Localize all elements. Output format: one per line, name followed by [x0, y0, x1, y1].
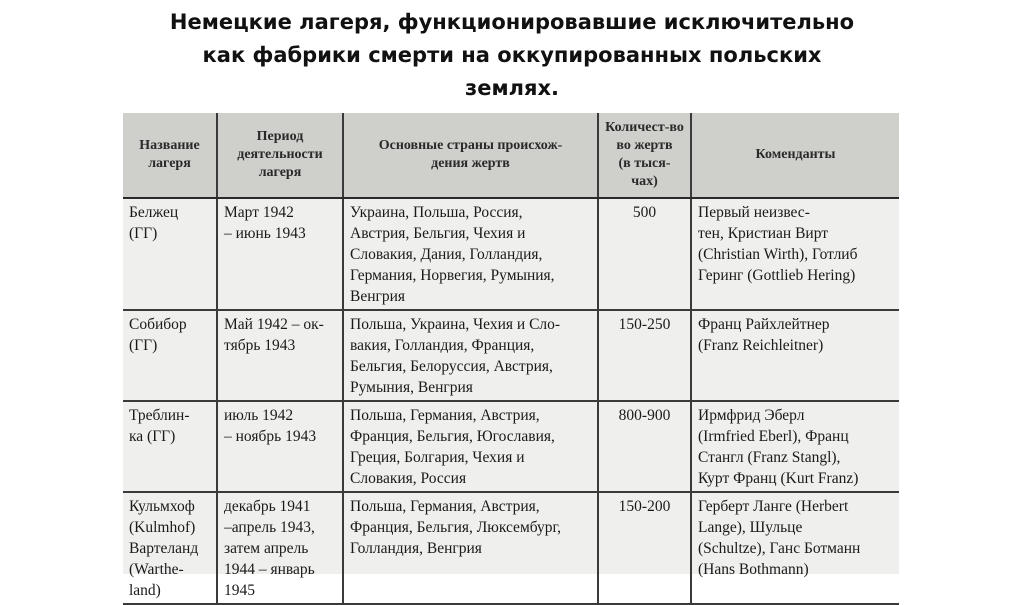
cell-line: Польша, Германия, Австрия, — [350, 407, 540, 424]
header-line: Коменданты — [755, 147, 836, 162]
header-victims — [598, 113, 691, 198]
cell-period — [217, 310, 343, 401]
cell-line: Герберт Ланге (Herbert — [698, 498, 849, 515]
cell-line: Бельгия, Белоруссия, Австрия, — [350, 358, 553, 375]
table-row — [123, 310, 899, 401]
title-line: землях. — [465, 76, 559, 100]
cell-countries — [343, 401, 598, 492]
cell-line: Ирмфрид Эберл — [698, 407, 805, 424]
cell-line: (ГГ) — [129, 337, 158, 354]
cell-camp-name — [123, 492, 217, 604]
cell-line: тябрь 1943 — [224, 337, 296, 354]
cell-line: Германия, Норвегия, Румыния, — [350, 267, 555, 284]
cell-line: (Kulmhof) — [129, 519, 196, 536]
cell-line: (Hans Bothmann) — [698, 561, 809, 578]
header-line: Количест-во — [605, 120, 684, 135]
cell-line: Вартеланд — [129, 540, 199, 557]
cell-line: 1944 – январь — [224, 561, 315, 578]
cell-period — [217, 198, 343, 310]
cell-line: Голландия, Венгрия — [350, 540, 482, 557]
cell-countries — [343, 492, 598, 604]
cell-line: 500 — [632, 204, 657, 221]
cell-line: Белжец — [129, 204, 179, 221]
cell-line: Греция, Болгария, Чехия и — [350, 449, 525, 466]
header-line: (в тыся- — [618, 156, 671, 171]
cell-line: (Warthe- — [129, 561, 184, 578]
cell-line: Словакия, Дания, Голландия, — [350, 246, 543, 263]
cell-line: –апрель 1943, — [224, 519, 315, 536]
cell-line: Польша, Украина, Чехия и Сло- — [350, 316, 561, 333]
cell-line: затем апрель — [224, 540, 309, 557]
cell-line: Франц Райхлейтнер — [698, 316, 830, 333]
camps-table — [123, 113, 899, 605]
cell-line: (ГГ) — [129, 225, 158, 242]
cell-line: Треблин- — [129, 407, 190, 424]
cell-countries — [343, 310, 598, 401]
cell-line: land) — [129, 582, 161, 599]
header-line: Период — [256, 129, 304, 144]
cell-victims — [598, 198, 691, 310]
cell-victims — [598, 401, 691, 492]
cell-line: 150-250 — [618, 316, 671, 333]
header-line: чах) — [631, 174, 658, 189]
cell-line: Венгрия — [350, 288, 406, 305]
cell-line: Курт Франц (Kurt Franz) — [698, 470, 859, 487]
cell-commandants — [691, 310, 899, 401]
table-row — [123, 198, 899, 310]
cell-camp-name — [123, 310, 217, 401]
cell-line: Франция, Бельгия, Югославия, — [350, 428, 555, 445]
cell-line: Австрия, Бельгия, Чехия и — [350, 225, 526, 242]
header-line: Основные страны происхож- — [378, 138, 563, 153]
cell-line: декабрь 1941 — [224, 498, 311, 515]
cell-line: (Schultze), Ганс Ботманн — [698, 540, 861, 557]
cell-line: Франция, Бельгия, Люксембург, — [350, 519, 562, 536]
cell-line: Кульмхоф — [129, 498, 195, 515]
cell-line: Стангл (Franz Stangl), — [698, 449, 841, 466]
header-line: деятельности — [237, 147, 323, 162]
cell-commandants — [691, 198, 899, 310]
cell-commandants — [691, 492, 899, 604]
cell-line: Lange), Шульце — [698, 519, 803, 536]
cell-camp-name — [123, 401, 217, 492]
camps-table-scan — [123, 113, 899, 599]
cell-line: тен, Кристиан Вирт — [698, 225, 829, 242]
cell-line: 1945 — [224, 582, 255, 599]
table-row — [123, 492, 899, 604]
cell-countries — [343, 198, 598, 310]
cell-line: Польша, Германия, Австрия, — [350, 498, 540, 515]
cell-line: ка (ГГ) — [129, 428, 176, 445]
cell-victims — [598, 310, 691, 401]
cell-camp-name — [123, 198, 217, 310]
cell-line: (Christian Wirth), Готлиб — [698, 246, 858, 263]
cell-line: Май 1942 – ок- — [224, 316, 324, 333]
cell-line: 150-200 — [618, 498, 671, 515]
header-line: лагеря — [258, 165, 302, 180]
header-line: во жертв — [616, 138, 673, 153]
cell-line: (Irmfried Eberl), Франц — [698, 428, 849, 445]
cell-line: вакия, Голландия, Франция, — [350, 337, 535, 354]
title-line: Немецкие лагеря, функционировавшие исключительно — [169, 10, 855, 34]
cell-line: Румыния, Венгрия — [350, 379, 473, 396]
cell-line: – ноябрь 1943 — [224, 428, 317, 445]
header-line: лагеря — [148, 156, 191, 171]
header-period — [217, 113, 343, 198]
cell-line: Собибор — [129, 316, 187, 333]
cell-line: Украина, Польша, Россия, — [350, 204, 523, 221]
title-line: как фабрики смерти на оккупированных польских — [202, 43, 822, 67]
header-line: дения жертв — [431, 156, 510, 171]
cell-line: Март 1942 — [224, 204, 294, 221]
cell-line: Первый неизвес- — [698, 204, 810, 221]
cell-commandants — [691, 401, 899, 492]
cell-period — [217, 401, 343, 492]
cell-line: – июнь 1943 — [224, 225, 306, 242]
header-countries — [343, 113, 598, 198]
header-commandants — [691, 113, 899, 198]
slide-title — [0, 6, 1024, 105]
cell-line: Геринг (Gottlieb Hering) — [698, 267, 856, 284]
cell-period — [217, 492, 343, 604]
header-line: Название — [139, 138, 200, 153]
cell-line: Словакия, Россия — [350, 470, 467, 487]
cell-victims — [598, 492, 691, 604]
table-row — [123, 401, 899, 492]
cell-line: июль 1942 — [224, 407, 294, 424]
table-header-row — [123, 113, 899, 198]
cell-line: (Franz Reichleitner) — [698, 337, 824, 354]
cell-line: 800-900 — [618, 407, 671, 424]
header-camp-name — [123, 113, 217, 198]
